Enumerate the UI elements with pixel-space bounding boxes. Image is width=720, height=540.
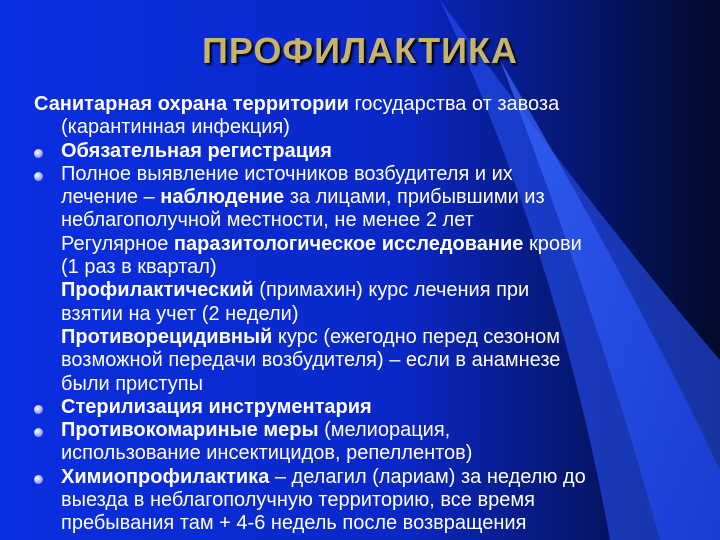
text-line: лечение – наблюдение за лицами, прибывшими из	[61, 186, 545, 209]
text-line: были приступы	[61, 372, 203, 395]
text-line: выезда в неблагополучную территорию, все время	[61, 489, 535, 512]
text-line: (1 раз в квартал)	[61, 256, 217, 279]
bullet-item: Обязательная регистрация	[34, 140, 714, 163]
bullet-item: Химиопрофилактика – делагил (лариам) за неделю до	[34, 466, 714, 489]
text-line: Регулярное паразитологическое исследование крови	[61, 232, 582, 255]
text-line: Противорецидивный курс (ежегодно перед сезоном	[61, 325, 560, 348]
bullet-item: Противокомариные меры (мелиорация,	[34, 419, 714, 442]
page-title: ПРОФИЛАКТИКА	[202, 30, 518, 71]
text-line: (карантинная инфекция)	[61, 116, 290, 139]
text-line: Санитарная охрана территории государства от завоза	[34, 93, 560, 115]
text-line: неблагополучной местности, не менее 2 лет	[61, 209, 474, 232]
text-line: возможной передачи возбудителя) – если в анамнезе	[61, 349, 561, 372]
text-line: пребывания там + 4-6 недель после возвращения	[61, 512, 527, 535]
text-line: использование инсектицидов, репеллентов)	[61, 442, 473, 465]
bullet-item: Полное выявление источников возбудителя и их	[34, 163, 714, 186]
text-line: Профилактический (примахин) курс лечения при	[61, 279, 530, 302]
text-line: взятии на учет (2 недели)	[61, 302, 299, 325]
slide-body	[34, 93, 714, 536]
bullet-item: Стерилизация инструментария	[34, 396, 714, 419]
